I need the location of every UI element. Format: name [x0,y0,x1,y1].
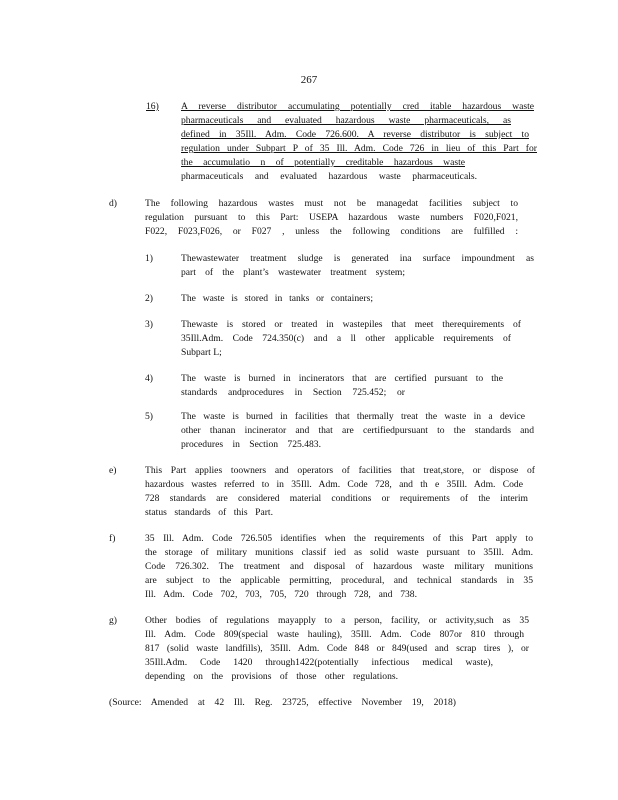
section-g-line: 35Ill.Adm. Code 1420 through1422(potentially infectious medical waste), [145,657,493,668]
section-d-item-2-line: The waste is stored in tanks or containers; [181,293,373,304]
section-g-line: Ill. Adm. Code 809(special waste hauling), 35Ill. Adm. Code 807or 810 through [145,629,524,640]
section-g-line: depending on the provisions of those other regulations. [145,671,398,682]
section-d-item-5-line: other thanan incinerator and that are certifiedpursuant to the standards and [181,425,534,436]
item-16-line: A reverse distributor accumulating potentially cred itable hazardous waste [181,101,534,112]
section-d-item-1-line: part of the plant’s wastewater treatment system; [181,267,405,278]
source-note: (Source: Amended at 42 Ill. Reg. 23725, effective November 19, 2018) [109,697,456,708]
section-d-item-5-line: procedures in Section 725.483. [181,439,321,450]
section-f-line: Code 726.302. The treatment and disposal of hazardous waste military munitions [145,561,533,572]
item-16-label: 16) [146,101,159,112]
section-d-item-5-line: The waste is burned in facilities that thermally treat the waste in a device [181,411,525,422]
section-d-item-1-line: Thewastewater treatment sludge is generated ina surface impoundment as [181,253,534,264]
section-g-line: Other bodies of regulations mayapply to a person, facility, or activity,such as 35 [145,615,529,626]
item-16-line: defined in 35Ill. Adm. Code 726.600. A reverse distributor is subject to [181,129,529,140]
section-e-line: 728 standards are considered material conditions or requirements of the interim [145,493,528,504]
item-16-line: pharmaceuticals and evaluated hazardous waste pharmaceuticals. [181,171,477,182]
item-16-line: regulation under Subpart P of 35 Ill. Adm. Code 726 in lieu of this Part for [181,143,537,154]
section-d-item-3-line: Subpart L; [181,347,222,358]
section-d-item-1-label: 1) [145,253,153,264]
page-number: 267 [300,74,318,86]
section-g-label: g) [109,615,117,626]
section-e-label: e) [109,465,117,476]
section-f-line: 35 Ill. Adm. Code 726.505 identifies when the requirements of this Part apply to [145,533,533,544]
section-f-label: f) [109,533,116,544]
section-d-item-3-line: 35Ill.Adm. Code 724.350(c) and a ll other applicable requirements of [181,333,511,344]
section-d-item-3-line: Thewaste is stored or treated in wastepiles that meet therequirements of [181,319,521,330]
section-d-item-4-line: standards andprocedures in Section 725.452; or [181,387,405,398]
section-g-line: 817 (solid waste landfills), 35Ill. Adm. Code 848 or 849(used and scrap tires ), or [145,643,529,654]
section-e-line: This Part applies toowners and operators of facilities that treat,store, or dispose of [145,465,535,476]
section-d-item-4-label: 4) [145,373,153,384]
section-d-line: F022, F023,F026, or F027 , unless the following conditions are fulfilled : [145,226,518,237]
item-16-line: pharmaceuticals and evaluated hazardous waste pharmaceuticals, as [181,115,511,126]
section-e-line: status standards of this Part. [145,507,273,518]
section-d-line: regulation pursuant to this Part: USEPA hazardous waste numbers F020,F021, [145,212,518,223]
item-16-line: the accumulatio n of potentially creditable hazardous waste [181,157,465,168]
section-e-line: hazardous wastes referred to in 35Ill. Adm. Code 728, and th e 35Ill. Adm. Code [145,479,523,490]
section-f-line: Ill. Adm. Code 702, 703, 705, 720 through 728, and 738. [145,589,417,600]
section-d-item-3-label: 3) [145,319,153,330]
section-d-label: d) [109,198,117,209]
section-d-item-4-line: The waste is burned in incinerators that are certified pursuant to the [181,373,503,384]
section-f-line: are subject to the applicable permitting, procedural, and technical standards in 35 [145,575,533,586]
section-f-line: the storage of military munitions classif ied as solid waste pursuant to 35Ill. Adm. [145,547,533,558]
section-d-item-5-label: 5) [145,411,153,422]
section-d-item-2-label: 2) [145,293,153,304]
section-d-line: The following hazardous wastes must not be managedat facilities subject to [145,198,518,209]
